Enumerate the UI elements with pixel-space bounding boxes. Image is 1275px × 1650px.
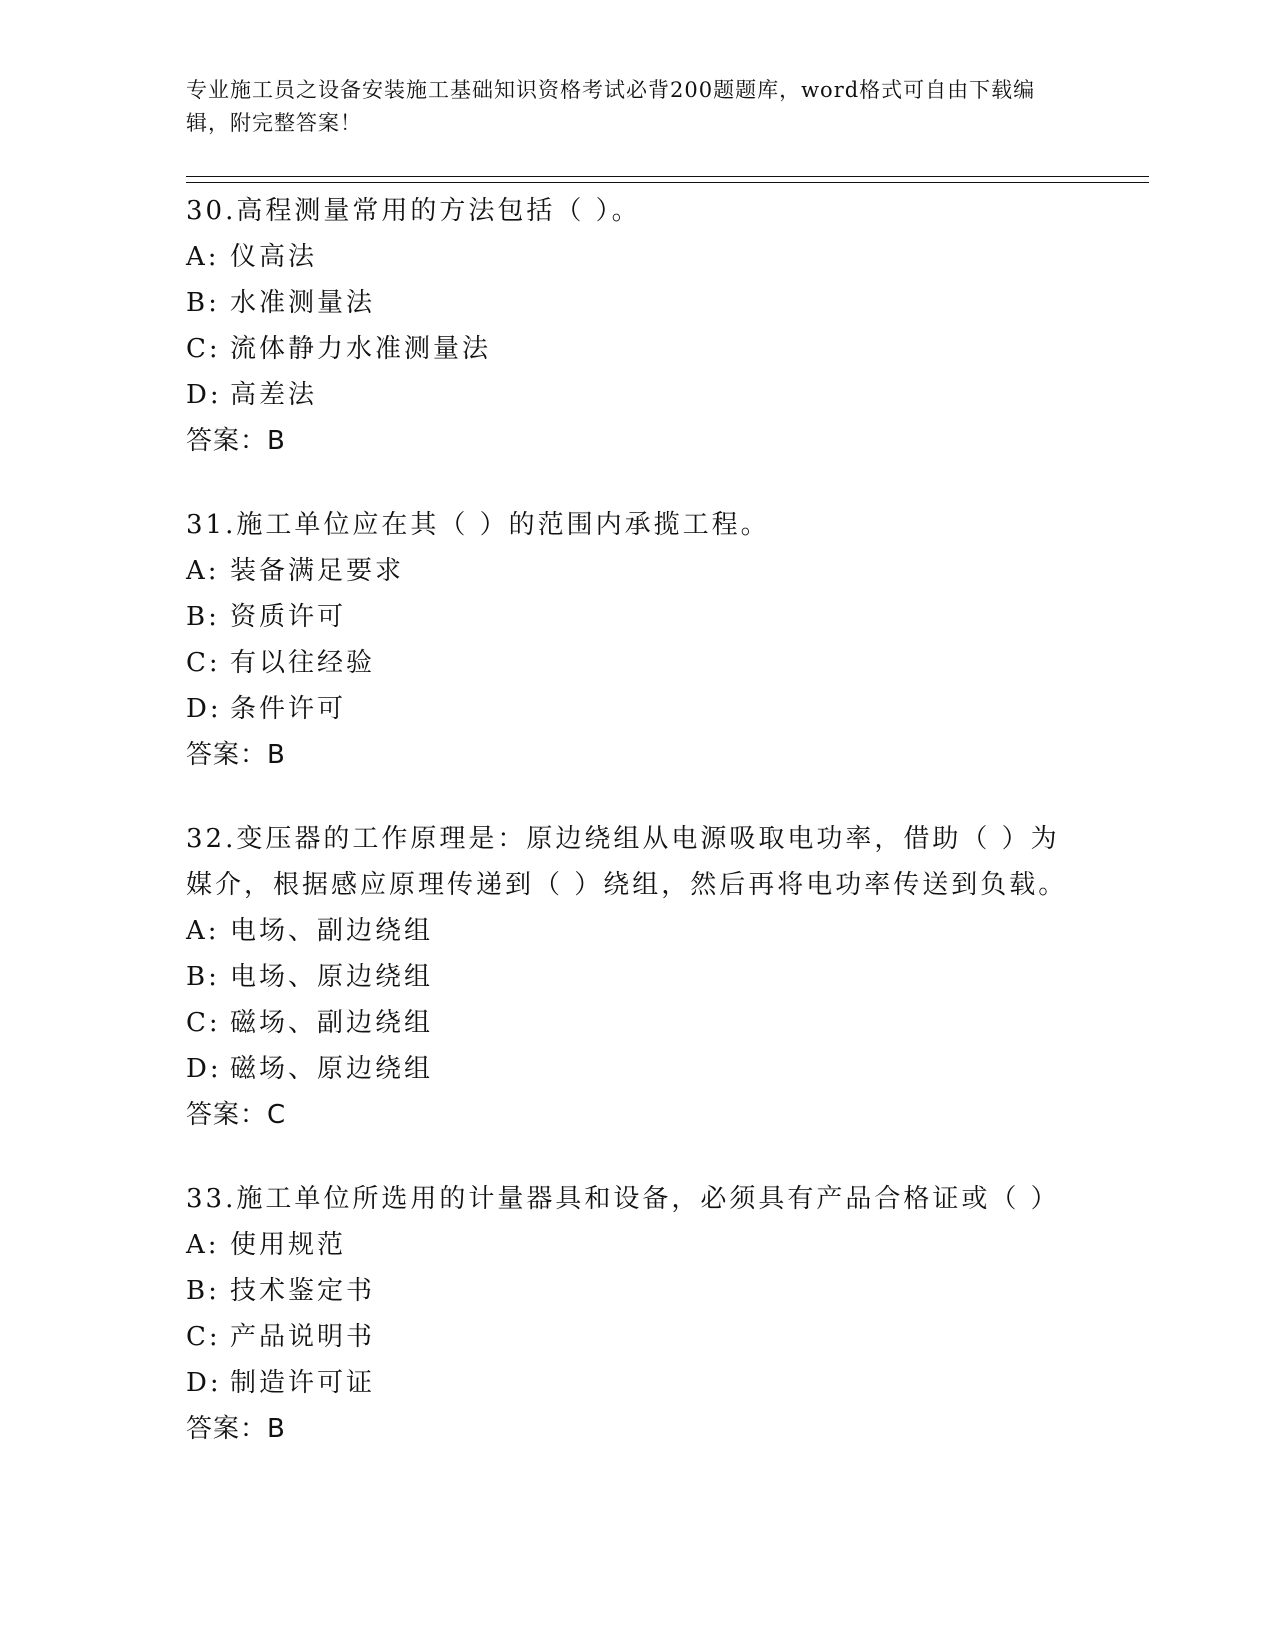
- option-text: 资质许可: [230, 602, 347, 632]
- option-d: [186, 372, 1086, 418]
- option-key: A:: [186, 556, 220, 586]
- option-key: C:: [186, 1322, 221, 1352]
- option-b: [186, 1268, 1086, 1314]
- question-30: [186, 188, 1086, 464]
- option-b: [186, 280, 1086, 326]
- option-c: [186, 640, 1086, 686]
- option-a: [186, 1222, 1086, 1268]
- option-text: 电场、副边绕组: [230, 916, 434, 946]
- option-key: D:: [186, 1054, 222, 1084]
- option-text: 仪高法: [230, 242, 318, 272]
- option-d: [186, 686, 1086, 732]
- option-text: 流体静力水准测量法: [230, 334, 492, 364]
- option-d: [186, 1360, 1086, 1406]
- option-b: [186, 594, 1086, 640]
- question-31: [186, 502, 1086, 778]
- answer-line: 答案：B: [186, 740, 286, 770]
- question-stem: 32.变压器的工作原理是：原边绕组从电源吸取电功率，借助（ ）为媒介，根据感应原理传递到（ ）绕组，然后再将电功率传送到负载。: [186, 824, 1068, 900]
- option-key: C:: [186, 1008, 221, 1038]
- option-c: [186, 326, 1086, 372]
- question-stem: 33.施工单位所选用的计量器具和设备，必须具有产品合格证或（ ）: [186, 1184, 1060, 1214]
- option-text: 装备满足要求: [230, 556, 405, 586]
- option-d: [186, 1046, 1086, 1092]
- question-stem: 31.施工单位应在其（ ）的范围内承揽工程。: [186, 510, 770, 540]
- option-key: A:: [186, 1230, 220, 1260]
- option-key: D:: [186, 694, 222, 724]
- question-32: [186, 816, 1086, 1138]
- answer-line: 答案：B: [186, 1414, 286, 1444]
- option-text: 条件许可: [230, 694, 347, 724]
- option-text: 制造许可证: [230, 1368, 376, 1398]
- question-stem: 30.高程测量常用的方法包括（ ）。: [186, 196, 641, 226]
- option-key: D:: [186, 380, 222, 410]
- question-list: [186, 188, 1086, 1490]
- option-key: B:: [186, 288, 220, 318]
- option-key: C:: [186, 648, 221, 678]
- header-rule-top: [186, 176, 1149, 177]
- option-text: 磁场、原边绕组: [230, 1054, 434, 1084]
- option-text: 产品说明书: [230, 1322, 376, 1352]
- option-text: 使用规范: [230, 1230, 347, 1260]
- option-key: A:: [186, 242, 220, 272]
- option-key: D:: [186, 1368, 222, 1398]
- option-text: 磁场、副边绕组: [230, 1008, 434, 1038]
- option-key: B:: [186, 602, 220, 632]
- option-key: B:: [186, 962, 220, 992]
- option-key: B:: [186, 1276, 220, 1306]
- option-text: 水准测量法: [230, 288, 376, 318]
- document-header: 专业施工员之设备安装施工基础知识资格考试必背200题题库，word格式可自由下载编辑，附完整答案！: [186, 78, 1036, 135]
- option-text: 技术鉴定书: [230, 1276, 376, 1306]
- option-key: A:: [186, 916, 220, 946]
- option-b: [186, 954, 1086, 1000]
- option-key: C:: [186, 334, 221, 364]
- answer-line: 答案：B: [186, 426, 286, 456]
- question-33: [186, 1176, 1086, 1452]
- option-a: [186, 548, 1086, 594]
- option-c: [186, 1000, 1086, 1046]
- option-c: [186, 1314, 1086, 1360]
- option-text: 高差法: [230, 380, 318, 410]
- option-text: 电场、原边绕组: [230, 962, 434, 992]
- header-rule-bottom: [186, 182, 1149, 183]
- option-a: [186, 908, 1086, 954]
- option-a: [186, 234, 1086, 280]
- answer-line: 答案：C: [186, 1100, 287, 1130]
- option-text: 有以往经验: [230, 648, 376, 678]
